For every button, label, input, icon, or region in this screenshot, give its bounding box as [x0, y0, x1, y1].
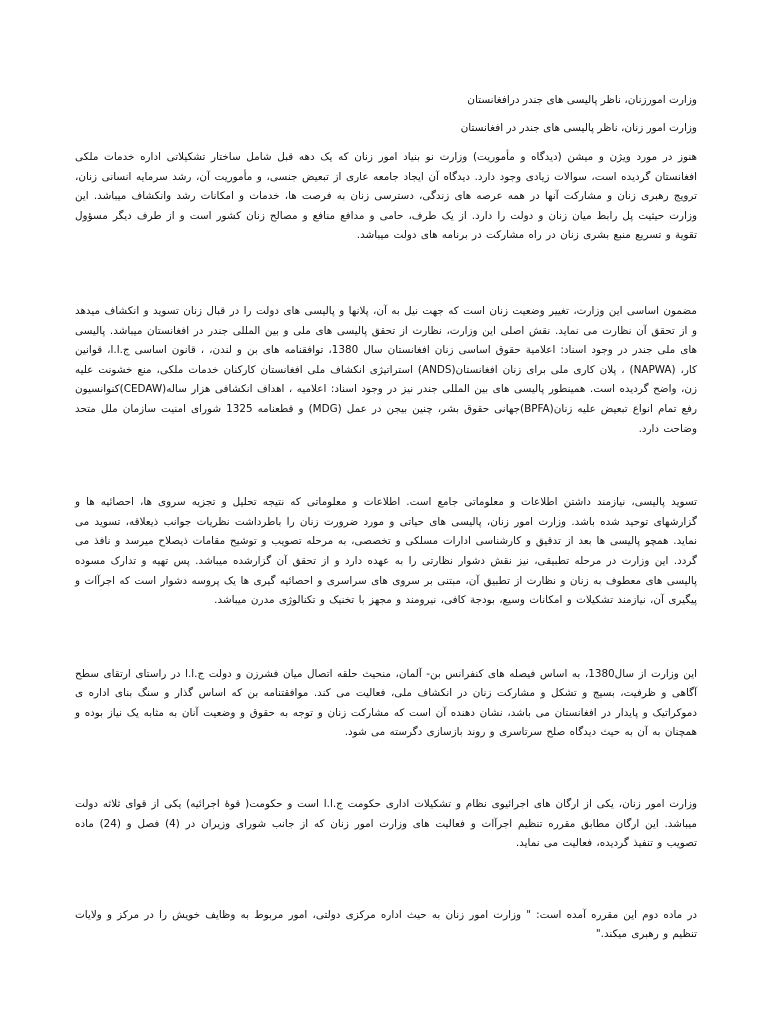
document-subtitle: وزارت امور زنان، ناظر پالیسی های جندر در افغانستان [460, 122, 697, 134]
paragraph-policy-drafting: تسوید پالیسی، نیازمند داشتن اطلاعات و معلوماتی جامع است. اطلاعات و معلوماتی که نتیجه تحلیل و تجزیه سروی ها، احصائیه ها و گزارشهای توحید شده باشد. وزارت امور زنان، پالیسی های حیاتی و مورد ضرورت زنان را باطرداشت نظریات جوانب ذیعلاقه، تسوید می نماید. همچو پالیسی ها بعد از تدقیق و کارشناسی ادارات مسلکی و تخصصی، به مرحله تصویب و توشیح مقامات ذیصلاح میرسد و نافذ می گردد. این وزارت در مرحله تطبیقی، نیز نقش دشوار نظارتی را به عهده دارد و از تحقق آن گزارشده میباشد. پس تهیه و تدارک مسوده پالیسی های معطوف به زنان و نظارت از تطبیق آن، مبتنی بر سروی های سراسری و احصائیه گیری ها یک پروسه دشوار است که اجرآات و پیگیری آن، نیازمند تشکیلات و امکانات وسیع، بودجة کافی، نیرومند و مجهز با تخنیک و تکنالوژی مدرن میباشد. [75, 496, 697, 607]
paragraph-bonn-conference: این وزارت از سال1380، به اساس فیصله های کنفرانس بن- آلمان، منحیث حلقه اتصال میان فشرزن و دولت ج.ا.ا در راستای ارتقای سطح آگاهی و ظرفیت، بسیج و تشکل و مشارکت زنان در انکشاف ملی، فعالیت می کند. موافقتنامه بن که اساس گذار و سنگ بنای اداره ی دموکراتیک و پایدار در افغانستان می باشد، نشان دهنده آن است که مشارکت زنان و توجه به حقوق و وضعیت آنان به مثابه یک نیاز بوده و همچنان به آن به حیث دیدگاه صلح سرتاسری و روند بازسازی دگرسته می شود. [75, 667, 697, 739]
paragraph-policies: مضمون اساسی این وزارت، تغییر وضعیت زنان است که جهت نیل به آن، پلانها و پالیسی های دولت را در قبال زنان تسوید و انکشاف میدهد و از تحقق آن نظارت می نماید. نقش اصلی این وزارت، نظارت از تحقق پالیسی های ملی و بین المللی جندر در افغانستان میباشد. پالیسی های ملی جندر در وجود اسناد: اعلامیة حقوق اساسی زنان افغانستان سال 1380، توافقنامه های بن و لندن، ، قانون اساسی ج.ا.ا، قوانین کار، (NAPWA) ، پلان کاری ملی برای زنان افغانستان(ANDS) استراتیژی انکشاف ملی افغانستان کارکنان خدمات ملکی، منع خشونت علیه زن، واضح گردیده است. همینطور پالیسی های بین المللی جندر نیز در وجود اسناد: اعلامیه ، اهداف انکشافی هزار ساله(CEDAW)کنوانسیون رفع تمام انواع تبعیض علیه زنان(BPFA)جهانی حقوق بشر، چنین بیجن در عمل (MDG) و قطعنامه 1325 شورای امنیت سازمان ملل متحد وضاحت دارد. [75, 304, 697, 435]
paragraph-article-two: در ماده دوم این مقرره آمده است: " وزارت امور زنان به حیث اداره مرکزی دولتی، امور مربوط به وظایف خویش را در مرکز و ولایات تنظیم و رهبری میکند." [75, 908, 697, 941]
document-body [75, 92, 697, 945]
document-title: وزارت امورزنان، ناظر پالیسی های جندر درافغانستان [467, 94, 697, 106]
paragraph-executive-organ: وزارت امور زنان، یکی از ارگان های اجرائیوی نظام و تشکیلات اداری حکومت ج.ا.ا است و حکومت( قوهٔ اجرائیه) یکی از قوای ثلاثه دولت میباشد. این ارگان مطابق مقرره تنظیم اجرآات و فعالیت های وزارت امور زنان که از جانب شورای وزیران در (4) فصل و (24) ماده تصویب و تنفیذ گردیده، فعالیت می نماید. [75, 798, 697, 850]
paragraph-vision-mission: هنوز در مورد ویژن و میشن (دیدگاه و مأموریت) وزارت نو بنیاد امور زنان که یک دهه قبل شامل ساختار تشکیلاتی اداره خدمات ملکی افغانستان گردیده است، سوالات زیادی وجود دارد. دیدگاه آن ایجاد جامعه عاری از تبعیض جنسی، و مأموریت آن، رشد سرمایه انسانی زنان، ترویج رهبری زنان و مشارکت آنها در همه عرصه های زندگی، دسترسی زنان به فرصت ها، خدمات و امکانات رشد وانکشاف میباشد. این وزارت حیثیت پل رابط میان زنان و دولت را دارد. از یک طرف، حامی و مدافع منافع و مصالح زنان کشور است و از طرف دیگر مسؤول تقویة و تسریع منبع بشری زنان در راه مشارکت در برنامه های دولت میباشد. [75, 151, 697, 242]
